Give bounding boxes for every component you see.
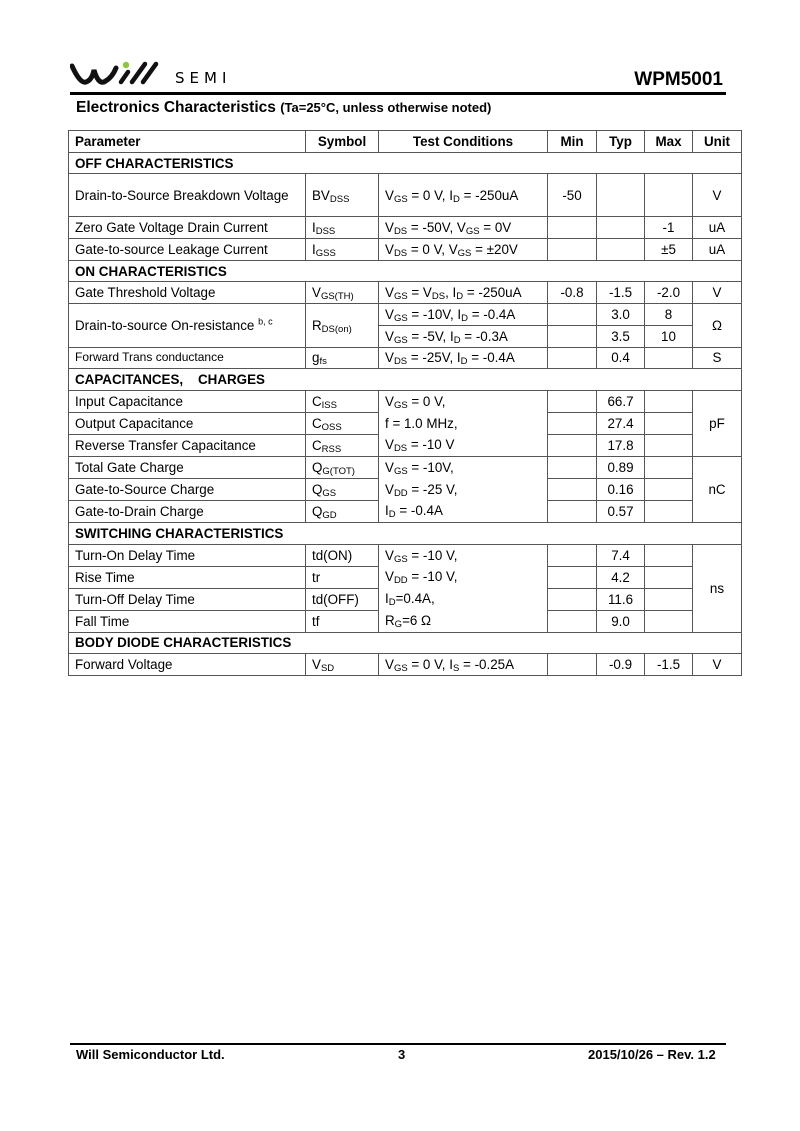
cond-cell: $V_{GS} = -5V$, $I_D = -0.3A$	[379, 325, 548, 347]
max-cell	[645, 610, 693, 632]
symbol-cell: $Q_{GS}$	[306, 479, 379, 501]
min-cell: -50	[548, 174, 597, 217]
table-row	[69, 347, 742, 369]
typ-cell: 0.4	[597, 347, 645, 369]
max-cell	[645, 588, 693, 610]
param-cell: Forward Trans conductance	[69, 347, 306, 369]
max-cell	[645, 456, 693, 478]
max-cell: 10	[645, 325, 693, 347]
min-cell	[548, 610, 597, 632]
symbol-cell: $Q_{GD}$	[306, 501, 379, 523]
typ-cell: 3.5	[597, 325, 645, 347]
cond-cell: $V_{DS} = 0$ V, $V_{GS} = \pm 20V$	[379, 239, 548, 261]
max-cell	[645, 390, 693, 412]
typ-cell: 4.2	[597, 566, 645, 588]
condition-line: f = 1.0 MHz,	[385, 415, 458, 431]
column-header: Unit	[693, 131, 742, 153]
typ-cell	[597, 239, 645, 261]
symbol-cell: $C_{RSS}$	[306, 434, 379, 456]
table-row	[69, 282, 742, 304]
typ-cell: 3.0	[597, 304, 645, 326]
section-condition: (Ta=25°C, unless otherwise noted)	[280, 100, 492, 115]
min-cell	[548, 501, 597, 523]
symbol-cell: $V_{SD}$	[306, 654, 379, 676]
condition-line: $R_G=6$ Ω	[385, 612, 432, 630]
min-cell	[548, 325, 597, 347]
unit-cell: nC	[693, 456, 742, 522]
symbol-cell: $Q_{G(TOT)}$	[306, 456, 379, 478]
param-cell: Gate-to-Source Charge	[69, 479, 306, 501]
min-cell	[548, 479, 597, 501]
typ-cell: 9.0	[597, 610, 645, 632]
typ-cell: 0.16	[597, 479, 645, 501]
logo-text: SEMI	[175, 69, 232, 87]
condition-line: $V_{DS} = -10$ V	[385, 437, 455, 455]
typ-cell: -1.5	[597, 282, 645, 304]
table-row	[69, 390, 742, 412]
min-cell	[548, 412, 597, 434]
typ-cell	[597, 217, 645, 239]
typ-cell: 66.7	[597, 390, 645, 412]
section-title-text: Electronics Characteristics	[76, 99, 276, 116]
cond-cell: $V_{GS} = 0$ V, $I_D = -250uA$	[379, 174, 548, 217]
param-cell: Output Capacitance	[69, 412, 306, 434]
condition-line: $V_{GS} = -10$ V,	[385, 547, 458, 565]
column-header: Symbol	[306, 131, 379, 153]
symbol-cell: $BV_{DSS}$	[306, 174, 379, 217]
cond-cell: $V_{GS} = -10V$, $I_D = -0.4A$	[379, 304, 548, 326]
unit-cell: Ω	[693, 304, 742, 347]
group-row	[69, 260, 742, 282]
footer-date-revision: 2015/10/26 – Rev. 1.2	[588, 1047, 716, 1062]
max-cell: -2.0	[645, 282, 693, 304]
param-cell: Total Gate Charge	[69, 456, 306, 478]
page-header	[70, 58, 725, 94]
param-cell: Forward Voltage	[69, 654, 306, 676]
min-cell	[548, 566, 597, 588]
max-cell: -1.5	[645, 654, 693, 676]
table-header-row	[69, 131, 742, 153]
footer-rule	[70, 1043, 726, 1045]
group-label: BODY DIODE CHARACTERISTICS	[69, 632, 742, 654]
max-cell: -1	[645, 217, 693, 239]
min-cell: -0.8	[548, 282, 597, 304]
condition-line: $V_{DD} = -25$ V,	[385, 481, 458, 499]
column-header: Test Conditions	[379, 131, 548, 153]
header-rule	[70, 92, 726, 95]
min-cell	[548, 347, 597, 369]
group-label: SWITCHING CHARACTERISTICS	[69, 523, 742, 545]
table-row	[69, 456, 742, 478]
cond-cell	[379, 544, 548, 632]
param-cell: Rise Time	[69, 566, 306, 588]
typ-cell: 17.8	[597, 434, 645, 456]
will-logo-icon	[70, 60, 166, 86]
column-header: Typ	[597, 131, 645, 153]
symbol-cell: tr	[306, 566, 379, 588]
max-cell	[645, 479, 693, 501]
min-cell	[548, 588, 597, 610]
table-row	[69, 217, 742, 239]
condition-line: $V_{GS} = -10V$,	[385, 459, 454, 477]
min-cell	[548, 654, 597, 676]
cond-cell: $V_{GS} = 0$ V, $I_S = -0.25A$	[379, 654, 548, 676]
cond-cell: $V_{DS} = -50V$, $V_{GS} = 0V$	[379, 217, 548, 239]
symbol-cell: td(OFF)	[306, 588, 379, 610]
condition-line: $I_D=0.4A$,	[385, 591, 435, 609]
min-cell	[548, 217, 597, 239]
typ-cell: 11.6	[597, 588, 645, 610]
group-row	[69, 369, 742, 391]
typ-cell: 27.4	[597, 412, 645, 434]
param-cell: Turn-On Delay Time	[69, 544, 306, 566]
unit-cell: uA	[693, 217, 742, 239]
cond-cell	[379, 456, 548, 522]
typ-cell: -0.9	[597, 654, 645, 676]
group-row	[69, 523, 742, 545]
table-row	[69, 174, 742, 217]
unit-cell: V	[693, 282, 742, 304]
group-label: CAPACITANCES, CHARGES	[69, 369, 742, 391]
unit-cell: ns	[693, 544, 742, 632]
group-row	[69, 632, 742, 654]
table-row	[69, 304, 742, 326]
param-cell: Zero Gate Voltage Drain Current	[69, 217, 306, 239]
min-cell	[548, 456, 597, 478]
symbol-cell: $I_{DSS}$	[306, 217, 379, 239]
part-number: WPM5001	[634, 69, 723, 90]
symbol-cell: $I_{GSS}$	[306, 239, 379, 261]
max-cell: 8	[645, 304, 693, 326]
cond-cell	[379, 390, 548, 456]
page-number: 3	[398, 1047, 406, 1062]
condition-line: $V_{GS} = 0$ V,	[385, 393, 446, 411]
min-cell	[548, 544, 597, 566]
symbol-cell: $g_{fs}$	[306, 347, 379, 369]
max-cell	[645, 434, 693, 456]
typ-cell: 0.89	[597, 456, 645, 478]
max-cell	[645, 174, 693, 217]
min-cell	[548, 304, 597, 326]
max-cell	[645, 544, 693, 566]
min-cell	[548, 239, 597, 261]
max-cell	[645, 566, 693, 588]
typ-cell: 7.4	[597, 544, 645, 566]
column-header: Min	[548, 131, 597, 153]
table-row	[69, 239, 742, 261]
footer-company: Will Semiconductor Ltd.	[76, 1047, 225, 1062]
typ-cell	[597, 174, 645, 217]
max-cell	[645, 347, 693, 369]
column-header: Parameter	[69, 131, 306, 153]
param-cell: Reverse Transfer Capacitance	[69, 434, 306, 456]
electrical-characteristics-table	[68, 130, 742, 676]
unit-cell: V	[693, 174, 742, 217]
typ-cell: 0.57	[597, 501, 645, 523]
param-cell: Drain-to-source On-resistance $^{b, c}$	[69, 304, 306, 347]
param-cell: Input Capacitance	[69, 390, 306, 412]
column-header: Max	[645, 131, 693, 153]
condition-line: $I_D = -0.4A$	[385, 503, 443, 521]
group-label: OFF CHARACTERISTICS	[69, 152, 742, 174]
symbol-cell: td(ON)	[306, 544, 379, 566]
min-cell	[548, 434, 597, 456]
symbol-cell: tf	[306, 610, 379, 632]
cond-cell: $V_{DS} = -25V$, $I_D = -0.4A$	[379, 347, 548, 369]
max-cell	[645, 412, 693, 434]
unit-cell: uA	[693, 239, 742, 261]
table-row	[69, 654, 742, 676]
param-cell: Gate-to-source Leakage Current	[69, 239, 306, 261]
group-row	[69, 152, 742, 174]
param-cell: Drain-to-Source Breakdown Voltage	[69, 174, 306, 217]
symbol-cell: $V_{GS(TH)}$	[306, 282, 379, 304]
symbol-cell: $C_{ISS}$	[306, 390, 379, 412]
max-cell: ±5	[645, 239, 693, 261]
section-title	[76, 99, 491, 117]
unit-cell: V	[693, 654, 742, 676]
min-cell	[548, 390, 597, 412]
table-row	[69, 544, 742, 566]
max-cell	[645, 501, 693, 523]
symbol-cell: $R_{DS(on)}$	[306, 304, 379, 347]
cond-cell: $V_{GS} = V_{DS}$, $I_D = -250uA$	[379, 282, 548, 304]
param-cell: Gate-to-Drain Charge	[69, 501, 306, 523]
symbol-cell: $C_{OSS}$	[306, 412, 379, 434]
group-label: ON CHARACTERISTICS	[69, 260, 742, 282]
param-cell: Gate Threshold Voltage	[69, 282, 306, 304]
param-cell: Turn-Off Delay Time	[69, 588, 306, 610]
unit-cell: S	[693, 347, 742, 369]
param-cell: Fall Time	[69, 610, 306, 632]
unit-cell: pF	[693, 390, 742, 456]
condition-line: $V_{DD} = -10$ V,	[385, 569, 458, 587]
